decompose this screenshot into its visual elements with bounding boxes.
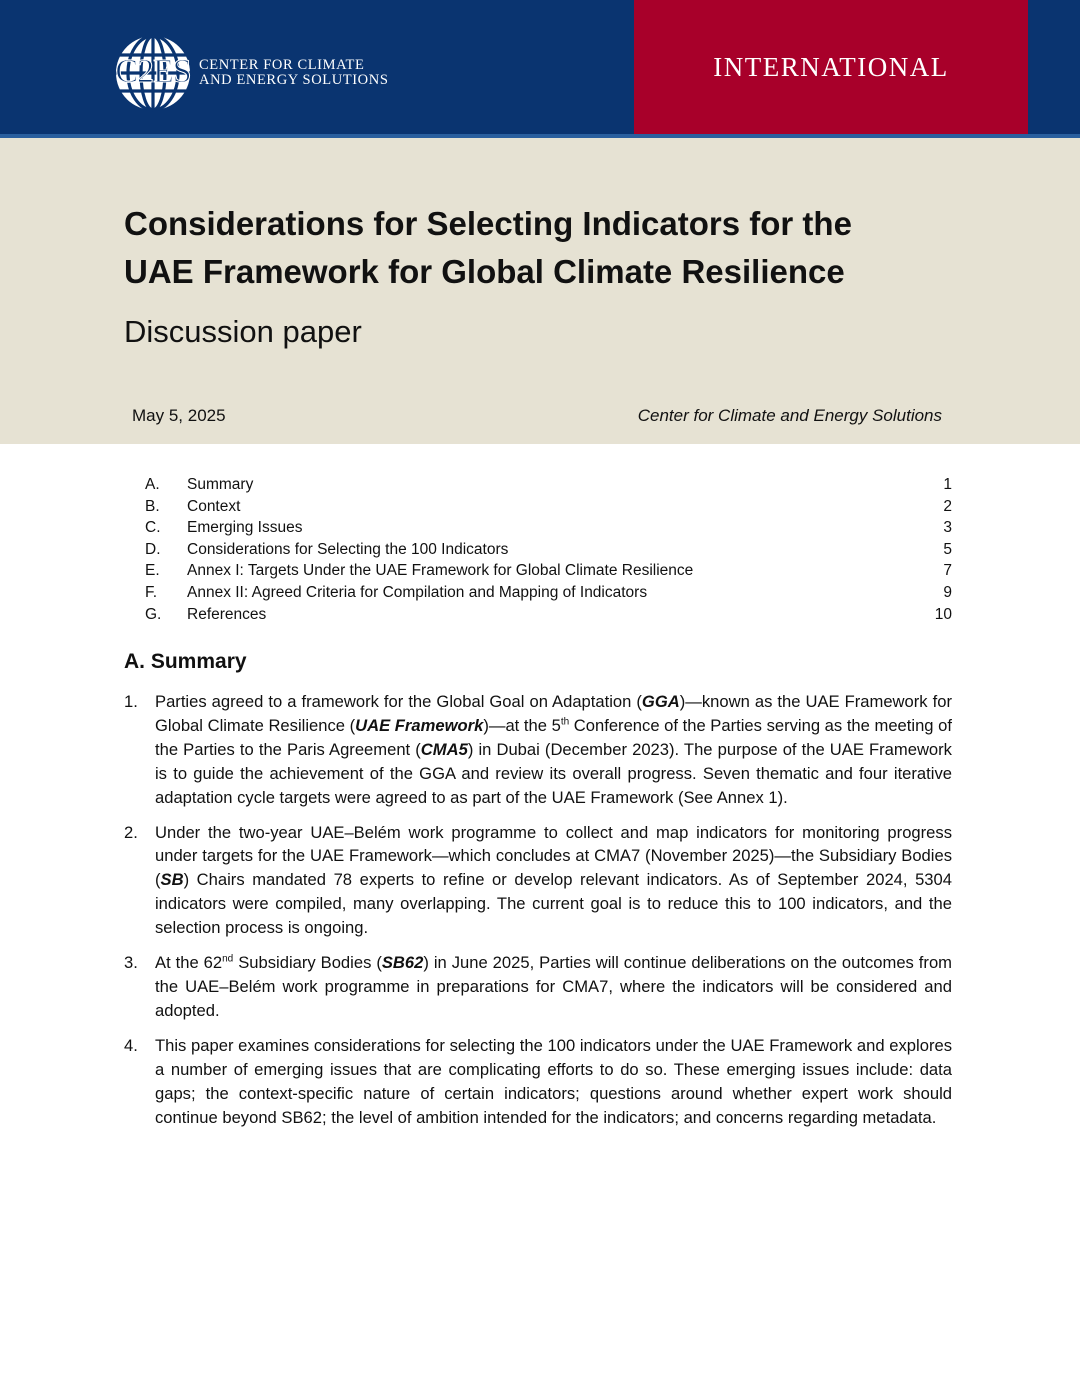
document-title: [124, 200, 944, 296]
paragraph-text: This paper examines considerations for selecting the 100 indicators under the UAE Framework and explores a number of emerging issues that are complicating efforts to do so. These emerging issues include: data gaps; the context-specific nature of certain indicators; questions around whether expert work should continue beyond SB62; the level of ambition intended for the indicators; and concerns regarding metadata.: [155, 1035, 952, 1127]
paragraph-number: 3.: [124, 953, 138, 973]
section-label: INTERNATIONAL: [713, 51, 949, 82]
toc-letter: G.: [145, 605, 162, 623]
author-organization: Center for Climate and Energy Solutions: [637, 406, 942, 425]
logo-wordmark: C2ES: [115, 53, 191, 90]
toc-item[interactable]: [145, 474, 952, 496]
numbered-paragraph: [124, 951, 952, 1023]
toc-letter: F.: [145, 583, 158, 601]
paragraph-number: 2.: [124, 822, 138, 842]
toc-title: Annex I: Targets Under the UAE Framework for Global Climate Resilience: [187, 562, 694, 580]
numbered-paragraph: [124, 1034, 952, 1130]
term-sb: SB: [160, 870, 184, 890]
toc-item[interactable]: [145, 539, 952, 561]
title-line-1: Considerations for Selecting Indicators for the: [124, 205, 852, 242]
toc-title: Context: [187, 497, 241, 515]
logo-line-1: CENTER FOR CLIMATE: [199, 57, 365, 73]
toc-title: References: [187, 605, 267, 623]
toc-page: 1: [943, 476, 952, 493]
toc-letter: B.: [145, 497, 160, 515]
toc-title: Summary: [187, 476, 254, 493]
toc-page: 3: [943, 519, 952, 537]
toc-page: 5: [943, 540, 952, 558]
paragraph-text: Parties agreed to a framework for the Global Goal on Adaptation (GGA)—known as the UAE Framework for Global Climate Resilience (UAE Framework)—at the 5th Conference of the Parties serving as the meeting of the Parties to the Paris Agreement (CMA5) in Dubai (December 2023). The purpose of the UAE Framework is to guide the achievement of the GGA and review its overall progress. Seven thematic and four iterative adaptation cycle targets were agreed to as part of the UAE Framework (See Annex 1).: [155, 692, 952, 807]
toc-letter: A.: [145, 476, 160, 493]
toc-title: Emerging Issues: [187, 519, 303, 537]
c2es-logo: [114, 34, 404, 112]
toc-letter: C.: [145, 519, 161, 537]
toc-item[interactable]: [145, 604, 952, 626]
toc-title: Annex II: Agreed Criteria for Compilation and Mapping of Indicators: [187, 583, 648, 601]
toc-title: Considerations for Selecting the 100 Indicators: [187, 540, 509, 558]
term-cma5: CMA5: [420, 739, 468, 759]
paragraph-number: 1.: [124, 692, 138, 711]
toc-letter: D.: [145, 540, 161, 558]
numbered-paragraph: [124, 821, 952, 941]
document-subtitle: Discussion paper: [124, 314, 362, 349]
publication-date: May 5, 2025: [132, 406, 226, 425]
toc-page: 9: [943, 583, 952, 601]
paragraph-text: Under the two-year UAE–Belém work programme to collect and map indicators for monitoring progress under targets for the UAE Framework—which concludes at CMA7 (November 2025)—the Subsidiary Bodies (SB) Chairs mandated 78 experts to refine or develop relevant indicators. As of September 2024, 5304 indicators were compiled, many overlapping. The current goal is to reduce this to 100 indicators, and the selection process is ongoing.: [155, 822, 952, 938]
toc-item[interactable]: [145, 496, 952, 518]
term-gga: GGA: [641, 692, 680, 711]
title-line-2: UAE Framework for Global Climate Resilience: [124, 253, 845, 290]
header-bar: [0, 0, 1080, 134]
toc-item[interactable]: [145, 517, 952, 539]
title-panel: [0, 138, 1080, 444]
table-of-contents: [145, 474, 952, 625]
logo-line-2: AND ENERGY SOLUTIONS: [199, 72, 389, 88]
term-sb62: SB62: [381, 953, 424, 973]
section-heading-summary: A. Summary: [124, 650, 247, 673]
toc-page: 2: [943, 497, 952, 515]
toc-item[interactable]: [145, 560, 952, 582]
summary-paragraphs: [124, 690, 952, 1140]
paragraph-number: 4.: [124, 1035, 138, 1055]
section-label-block: [634, 0, 1028, 134]
logo-org-name: [199, 58, 388, 88]
numbered-paragraph: [124, 690, 952, 810]
toc-item[interactable]: [145, 582, 952, 604]
toc-page: 7: [943, 562, 952, 580]
term-uae-framework: UAE Framework: [355, 715, 484, 735]
paragraph-text: At the 62nd Subsidiary Bodies (SB62) in June 2025, Parties will continue deliberations on the outcomes from the UAE–Belém work programme in preparations for CMA7, where the indicators will be considered and adopted.: [155, 953, 952, 1020]
toc-page: 10: [934, 605, 952, 623]
toc-letter: E.: [145, 562, 160, 580]
